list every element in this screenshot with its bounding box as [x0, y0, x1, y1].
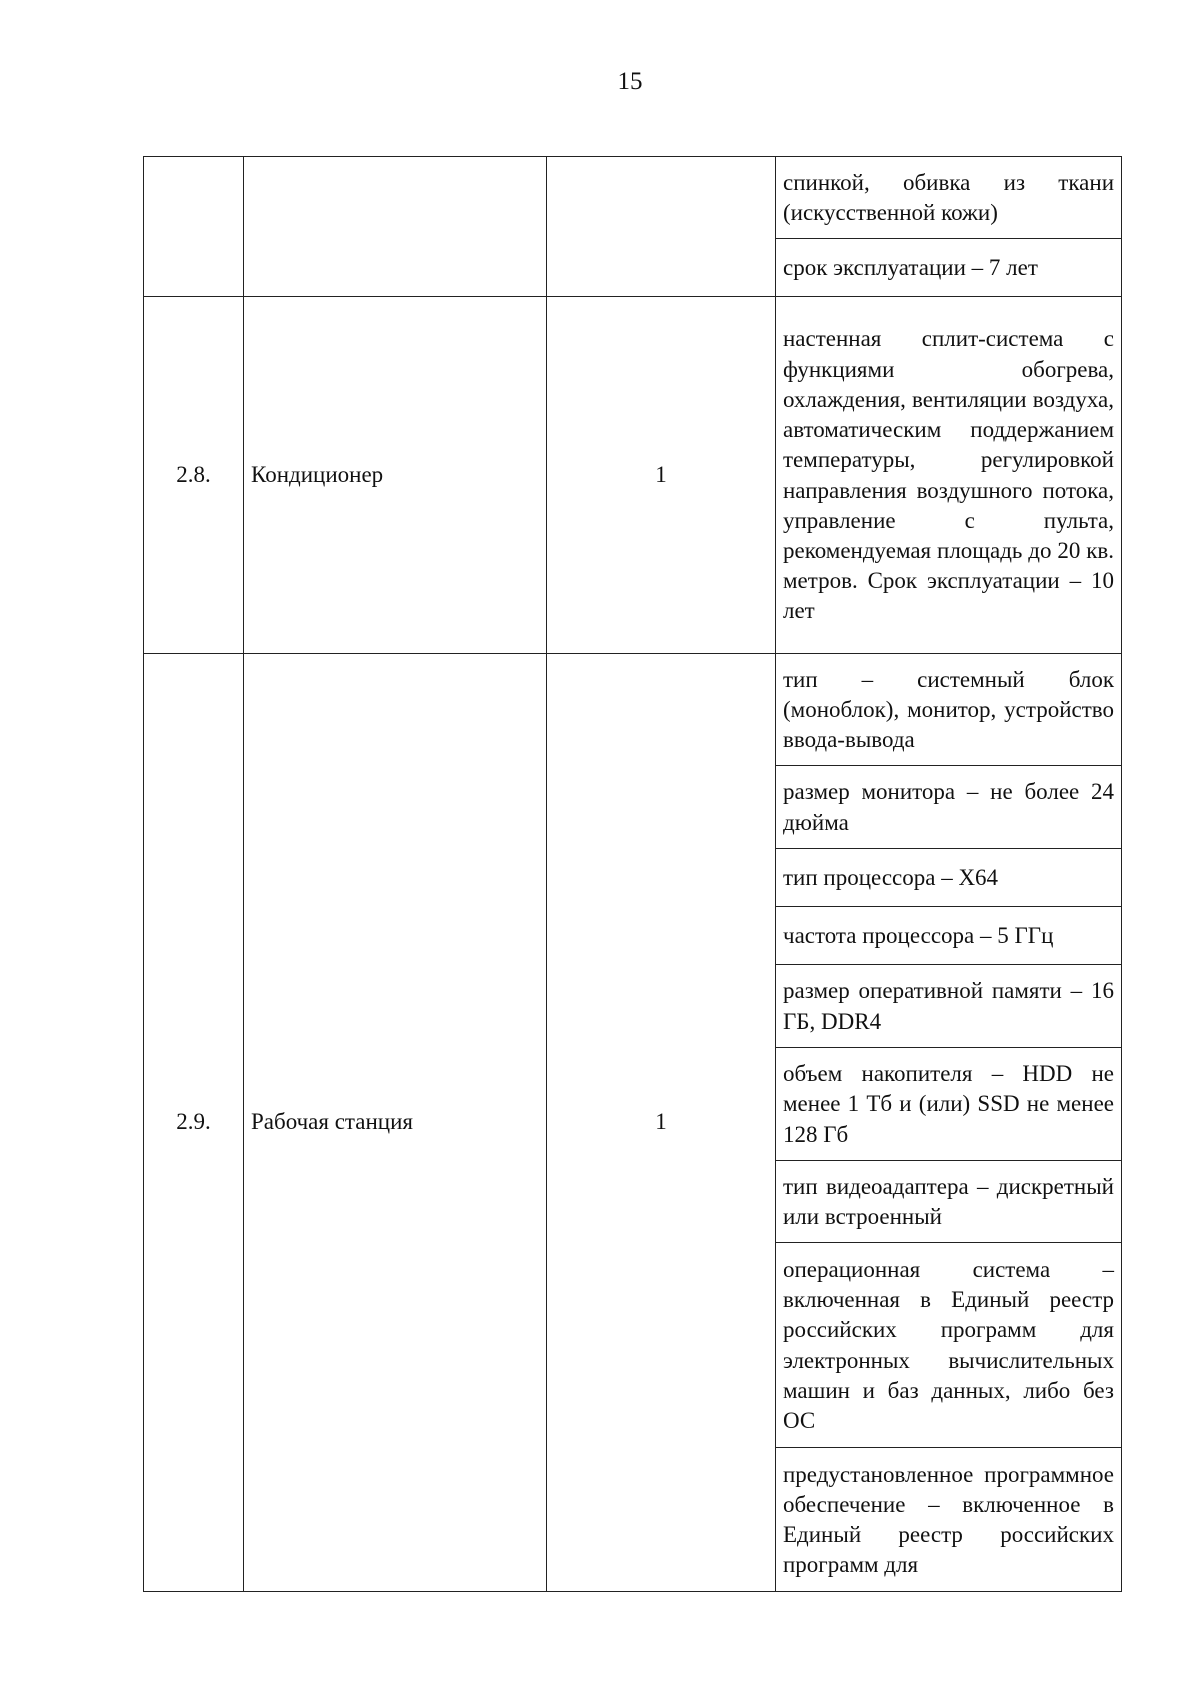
cell-quantity-empty: [547, 157, 776, 297]
table-row: [144, 654, 1122, 766]
spec-cell: срок эксплуатации – 7 лет: [776, 239, 1122, 297]
spec-cell: тип видеоадаптера – дискретный или встроенный: [776, 1161, 1122, 1243]
spec-cell: предустановленное программное обеспечение – включенное в Единый реестр российских программ для: [776, 1448, 1122, 1592]
spec-cell: тип – системный блок (моноблок), монитор, устройство ввода-вывода: [776, 654, 1122, 766]
table-row: [144, 297, 1122, 654]
spec-cell: размер оперативной памяти – 16 ГБ, DDR4: [776, 965, 1122, 1048]
spec-cell: операционная система – включенная в Единый реестр российских программ для электронных вычислительных машин и баз данных, либо без ОС: [776, 1243, 1122, 1448]
spec-cell: размер монитора – не более 24 дюйма: [776, 766, 1122, 849]
cell-number: 2.8.: [144, 297, 244, 654]
cell-name-empty: [244, 157, 547, 297]
page-number: 15: [617, 68, 643, 95]
cell-quantity: 1: [547, 654, 776, 1592]
spec-cell: спинкой, обивка из ткани (искусственной кожи): [776, 157, 1122, 239]
spec-cell: тип процессора – X64: [776, 849, 1122, 907]
spec-cell: объем накопителя – HDD не менее 1 Тб и (или) SSD не менее 128 Гб: [776, 1048, 1122, 1161]
spec-cell: частота процессора – 5 ГГц: [776, 907, 1122, 965]
cell-name: Рабочая станция: [244, 654, 547, 1592]
cell-number-empty: [144, 157, 244, 297]
cell-quantity: 1: [547, 297, 776, 654]
cell-number: 2.9.: [144, 654, 244, 1592]
table-row: [144, 157, 1122, 239]
spec-cell: настенная сплит-система с функциями обогрева, охлаждения, вентиляции воздуха, автоматическим поддержанием температуры, регулировкой направления воздушного потока, управление с пульта, рекомендуемая площадь до 20 кв. метров. Срок эксплуатации – 10 лет: [776, 297, 1122, 654]
cell-name: Кондиционер: [244, 297, 547, 654]
specification-table: [143, 156, 1122, 1592]
